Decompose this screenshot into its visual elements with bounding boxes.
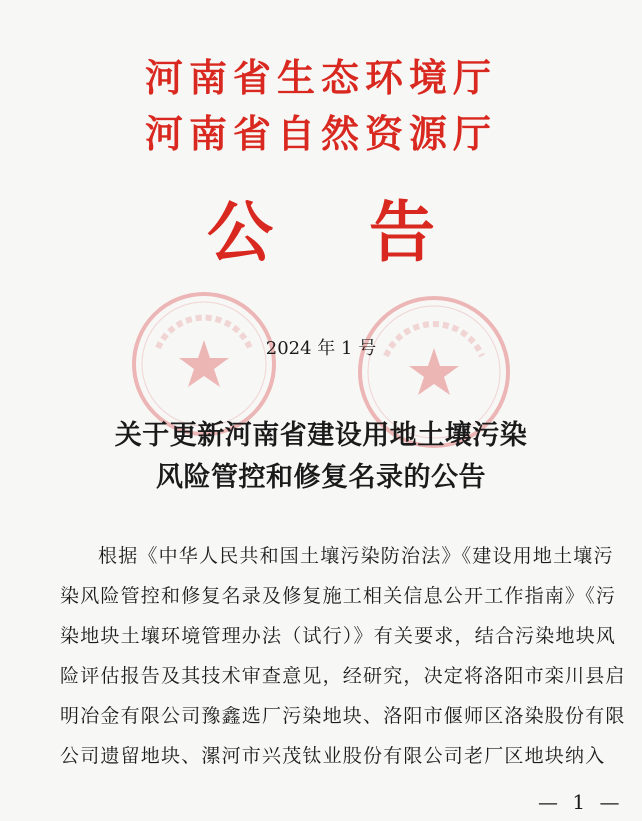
body-paragraph-line: 险评估报告及其技术审查意见，经研究，决定将洛阳市栾川县启 xyxy=(60,665,626,687)
issuer-line-2: 河南省自然资源厅 xyxy=(144,112,497,156)
body-paragraph-line: 染风险管控和修复名录及修复施工相关信息公开工作指南》《污 xyxy=(60,585,617,607)
document-type-heading: 公告 xyxy=(207,194,531,271)
notice-title-line-1: 关于更新河南省建设用地土壤污染 xyxy=(114,420,528,451)
document-number: 2024 年 1 号 xyxy=(265,338,377,359)
notice-title-line-2: 风险管控和修复名录的公告 xyxy=(156,462,486,493)
page-number: — 1 — xyxy=(538,790,624,814)
body-paragraph-line: 明冶金有限公司豫鑫选厂污染地块、洛阳市偃师区洛染股份有限 xyxy=(60,705,626,727)
body-paragraph-line: 公司遗留地块、漯河市兴茂钛业股份有限公司老厂区地块纳入 xyxy=(60,745,606,767)
body-paragraph-line: 染地块土壤环境管理办法（试行）》有关要求，结合污染地块风 xyxy=(60,625,617,647)
body-paragraph-line: 根据《中华人民共和国土壤污染防治法》《建设用地土壤污 xyxy=(98,545,614,567)
issuer-line-1: 河南省生态环境厅 xyxy=(144,56,497,100)
